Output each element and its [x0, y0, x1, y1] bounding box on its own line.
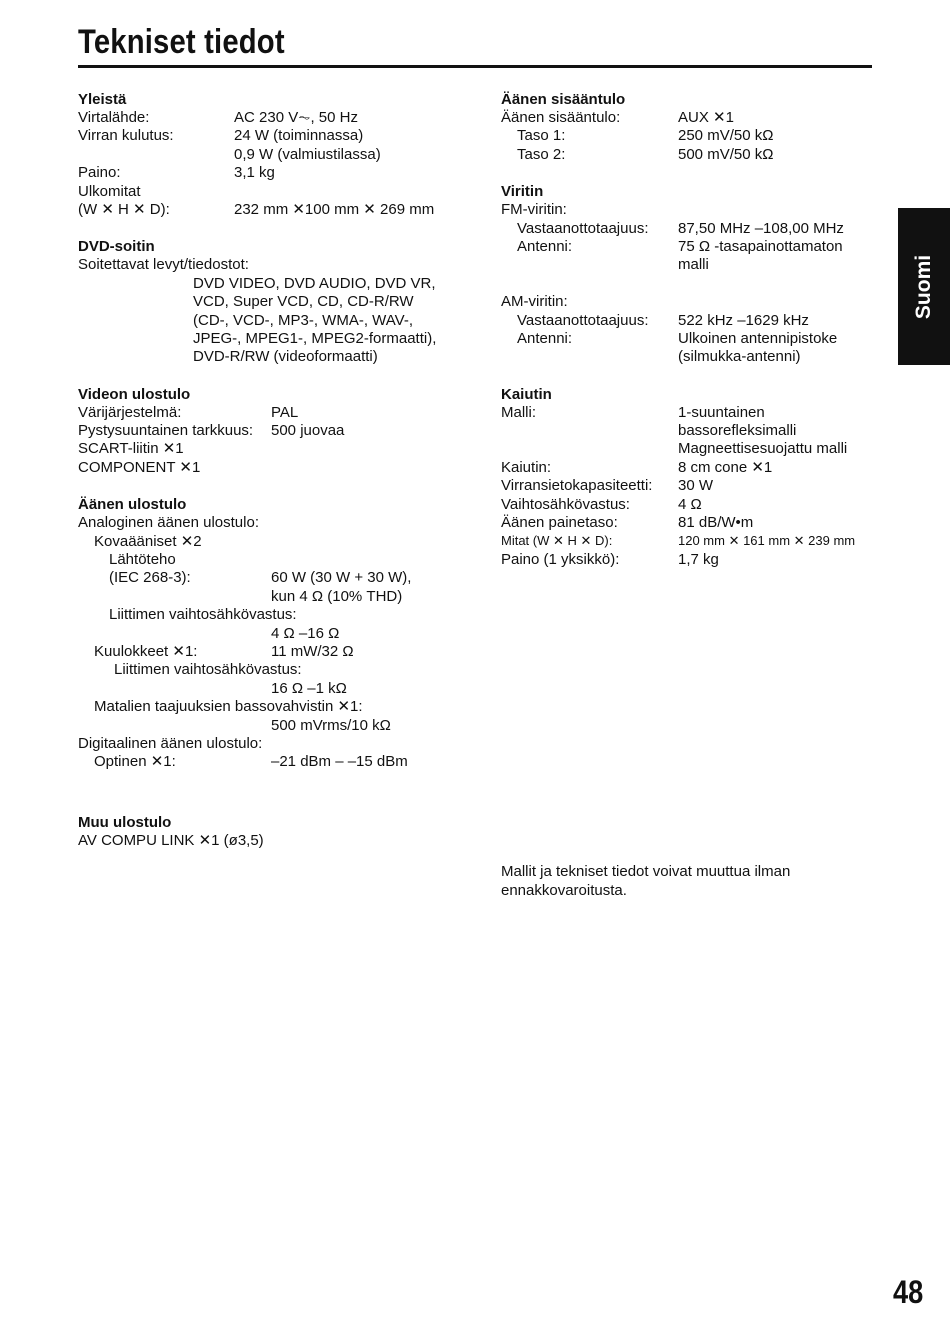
- spec-value: 232 mm ✕100 mm ✕ 269 mm: [234, 200, 435, 218]
- spec-value: 4 Ω: [678, 495, 702, 513]
- page-title: Tekniset tiedot: [78, 23, 285, 61]
- spec-value: –21 dBm – –15 dBm: [271, 753, 408, 771]
- spec-label: Paino:: [78, 164, 121, 182]
- spec-value: DVD-R/RW (videoformaatti): [193, 348, 378, 366]
- spec-label: Vastaanottotaajuus:: [517, 219, 649, 237]
- spec-value: 8 cm cone ✕1: [678, 458, 773, 476]
- spec-value: 75 Ω -tasapainottamaton: [678, 237, 843, 255]
- spec-label: Liittimen vaihtosähkövastus:: [114, 661, 302, 679]
- spec-value: PAL: [271, 403, 299, 421]
- spec-label: Pystysuuntainen tarkkuus:: [78, 422, 254, 440]
- spec-value: 11 mW/32 Ω: [271, 642, 354, 660]
- spec-label: Äänen sisääntulo:: [501, 109, 621, 126]
- section-other-output: [78, 813, 458, 850]
- spec-value: Ulkoinen antennipistoke: [678, 329, 838, 347]
- section-heading: Äänen sisääntulo: [501, 91, 626, 108]
- spec-value: 500 mVrms/10 kΩ: [271, 716, 391, 734]
- spec-value: AC 230 V⏦, 50 Hz: [234, 109, 358, 126]
- spec-value: 120 mm ✕ 161 mm ✕ 239 mm: [678, 533, 856, 549]
- spec-value: kun 4 Ω (10% THD): [271, 587, 403, 605]
- page-number: 48: [893, 1274, 924, 1310]
- section-general: [78, 90, 458, 219]
- spec-value: 87,50 MHz –108,00 MHz: [678, 219, 844, 237]
- spec-label: Taso 2:: [517, 145, 566, 163]
- spec-label: Optinen ✕1:: [94, 753, 176, 771]
- spec-label: AM-viritin:: [501, 293, 568, 311]
- section-dvd-player: [78, 237, 458, 366]
- spec-value: 1,7 kg: [678, 550, 719, 568]
- spec-label: Malli:: [501, 403, 537, 421]
- section-heading: Kaiutin: [501, 385, 552, 403]
- left-column: [78, 90, 458, 868]
- spec-value: (CD-, VCD-, MP3-, WMA-, WAV-,: [193, 311, 413, 329]
- spec-label: Matalien taajuuksien bassovahvistin ✕1:: [94, 698, 363, 716]
- language-tab-label: Suomi: [911, 254, 935, 319]
- spec-value: Magneettisesuojattu malli: [678, 440, 848, 458]
- spec-value: malli: [678, 256, 709, 274]
- spec-label: Paino (1 yksikkö):: [501, 550, 620, 568]
- spec-label: Virtalähde:: [78, 109, 150, 126]
- spec-value: 0,9 W (valmiustilassa): [234, 145, 381, 163]
- spec-label: (IEC 268-3):: [109, 569, 191, 587]
- spec-label: Virransietokapasiteetti:: [501, 477, 653, 495]
- spec-value: 24 W (toiminnassa): [234, 127, 364, 145]
- section-heading: DVD-soitin: [78, 238, 155, 256]
- spec-label: Taso 1:: [517, 127, 566, 145]
- spec-value: AUX ✕1: [678, 109, 734, 126]
- section-tuner: [501, 182, 876, 367]
- spec-value: 522 kHz –1629 kHz: [678, 311, 809, 329]
- spec-label: Värijärjestelmä:: [78, 403, 182, 421]
- spec-label: Virran kulutus:: [78, 127, 174, 145]
- spec-value: 4 Ω –16 Ω: [271, 624, 340, 642]
- spec-label: Antenni:: [517, 237, 573, 255]
- spec-label: Vastaanottotaajuus:: [517, 311, 649, 329]
- section-video-output: [78, 385, 458, 478]
- section-heading: Äänen ulostulo: [78, 496, 187, 514]
- spec-label: Mitat (W ✕ H ✕ D):: [501, 533, 613, 549]
- spec-value: 1-suuntainen: [678, 403, 765, 421]
- spec-label: Äänen painetaso:: [501, 514, 618, 532]
- spec-value: DVD VIDEO, DVD AUDIO, DVD VR,: [193, 274, 436, 292]
- section-heading: Videon ulostulo: [78, 385, 191, 403]
- spec-value: 16 Ω –1 kΩ: [271, 679, 347, 697]
- spec-label: SCART-liitin ✕1: [78, 440, 184, 458]
- title-rule: [78, 65, 872, 68]
- spec-label: (W ✕ H ✕ D):: [78, 200, 170, 218]
- right-column: [501, 90, 876, 587]
- spec-value: 500 juovaa: [271, 422, 345, 440]
- spec-value: JPEG-, MPEG1-, MPEG2-formaatti),: [193, 329, 437, 347]
- spec-value: 30 W: [678, 477, 714, 495]
- spec-value: 250 mV/50 kΩ: [678, 127, 774, 145]
- spec-value: bassorefleksimalli: [678, 422, 797, 440]
- spec-value: 60 W (30 W + 30 W),: [271, 569, 412, 587]
- section-heading: Yleistä: [78, 91, 127, 108]
- spec-label: Antenni:: [517, 329, 573, 347]
- spec-value: 500 mV/50 kΩ: [678, 145, 774, 163]
- spec-label: Vaihtosähkövastus:: [501, 495, 630, 513]
- spec-label: Lähtöteho: [109, 551, 176, 569]
- section-audio-output: [78, 495, 458, 771]
- spec-label: Kovaääniset ✕2: [94, 532, 202, 550]
- spec-label: Liittimen vaihtosähkövastus:: [109, 606, 297, 624]
- section-heading: Muu ulostulo: [78, 813, 172, 831]
- spec-label: COMPONENT ✕1: [78, 458, 201, 476]
- spec-value: AV COMPU LINK ✕1 (ø3,5): [78, 831, 264, 849]
- spec-value: (silmukka-antenni): [678, 348, 801, 366]
- language-tab: [898, 208, 950, 365]
- section-audio-input: [501, 90, 876, 164]
- spec-label: Kaiutin:: [501, 458, 552, 476]
- spec-label: Kuulokkeet ✕1:: [94, 642, 198, 660]
- spec-label: Soitettavat levyt/tiedostot:: [78, 256, 249, 274]
- section-speaker: [501, 385, 876, 570]
- section-heading: Viritin: [501, 183, 544, 201]
- spec-label: Ulkomitat: [78, 182, 141, 200]
- spec-value: VCD, Super VCD, CD, CD-R/RW: [193, 293, 414, 311]
- spec-label: FM-viritin:: [501, 201, 567, 219]
- spec-label: Analoginen äänen ulostulo:: [78, 514, 259, 532]
- spec-value: 3,1 kg: [234, 164, 275, 182]
- spec-value: 81 dB/W•m: [678, 514, 754, 532]
- spec-label: Digitaalinen äänen ulostulo:: [78, 734, 263, 752]
- footnote: Mallit ja tekniset tiedot voivat muuttua ilman ennakkovaroitusta.: [501, 863, 791, 899]
